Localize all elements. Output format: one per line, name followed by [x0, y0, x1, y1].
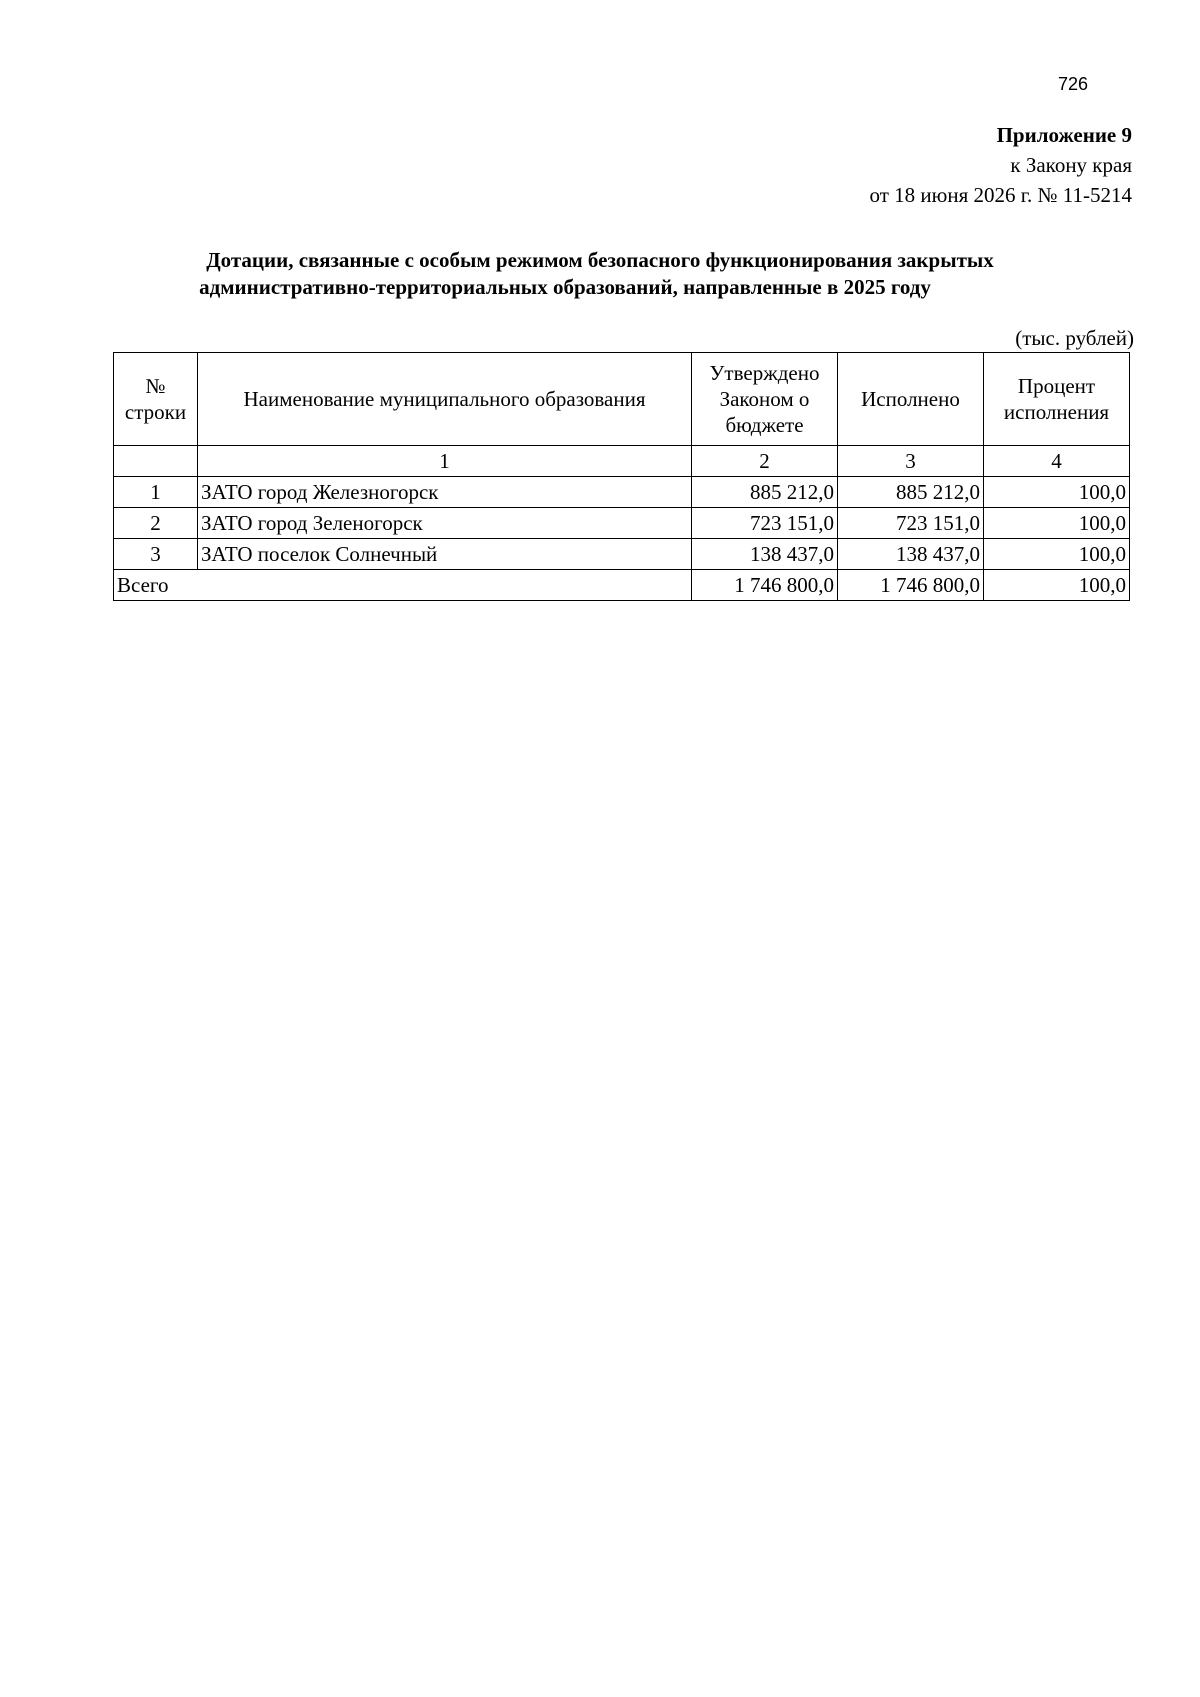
executed-cell: 723 151,0 — [838, 508, 984, 539]
approved-cell: 723 151,0 — [692, 508, 838, 539]
column-number-cell: 4 — [984, 446, 1130, 477]
executed-cell: 885 212,0 — [838, 477, 984, 508]
total-label-cell: Всего — [114, 570, 692, 601]
row-number-cell: 3 — [114, 539, 198, 570]
row-number-cell: 1 — [114, 477, 198, 508]
document-title — [100, 247, 1100, 301]
column-number-cell: 2 — [692, 446, 838, 477]
percent-cell: 100,0 — [984, 477, 1130, 508]
row-number-cell: 2 — [114, 508, 198, 539]
appendix-law-date: от 18 июня 2026 г. № 11-5214 — [869, 183, 1132, 207]
column-number-cell: 3 — [838, 446, 984, 477]
units-label: (тыс. рублей) — [1015, 326, 1134, 350]
percent-cell: 100,0 — [984, 508, 1130, 539]
header-percent: Процент исполнения — [984, 353, 1130, 446]
header-row-number: № строки — [114, 353, 198, 446]
percent-cell: 100,0 — [984, 539, 1130, 570]
document-title-line-2: административно-территориальных образований, направленные в 2025 году — [199, 275, 931, 299]
table-row — [114, 508, 1130, 539]
column-number-cell — [114, 446, 198, 477]
table-row — [114, 477, 1130, 508]
header-executed: Исполнено — [838, 353, 984, 446]
column-number-cell: 1 — [198, 446, 692, 477]
total-approved-cell: 1 746 800,0 — [692, 570, 838, 601]
total-executed-cell: 1 746 800,0 — [838, 570, 984, 601]
municipality-name-cell: ЗАТО город Железногорск — [198, 477, 692, 508]
header-municipality-name: Наименование муниципального образования — [198, 353, 692, 446]
document-title-line-1: Дотации, связанные с особым режимом безопасного функционирования закрытых — [206, 248, 994, 272]
subsidies-table — [113, 352, 1130, 601]
appendix-law-reference: к Закону края — [1010, 153, 1132, 177]
header-approved: Утверждено Законом о бюджете — [692, 353, 838, 446]
column-number-row — [114, 446, 1130, 477]
appendix-block — [870, 120, 1132, 210]
approved-cell: 885 212,0 — [692, 477, 838, 508]
municipality-name-cell: ЗАТО город Зеленогорск — [198, 508, 692, 539]
approved-cell: 138 437,0 — [692, 539, 838, 570]
page-number: 726 — [1058, 74, 1089, 94]
table-header-row — [114, 353, 1130, 446]
table-row — [114, 539, 1130, 570]
total-percent-cell: 100,0 — [984, 570, 1130, 601]
executed-cell: 138 437,0 — [838, 539, 984, 570]
municipality-name-cell: ЗАТО поселок Солнечный — [198, 539, 692, 570]
appendix-title: Приложение 9 — [996, 123, 1132, 147]
total-row — [114, 570, 1130, 601]
